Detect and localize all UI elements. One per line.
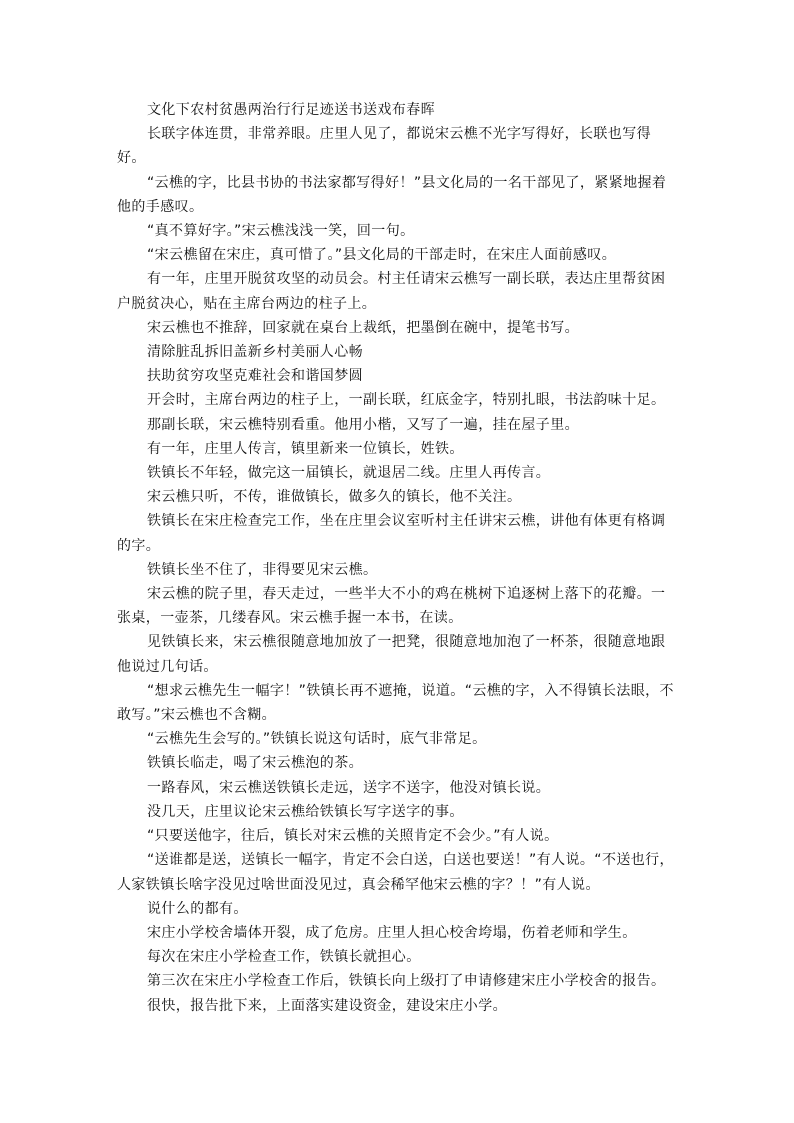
paragraph: 很快，报告批下来，上面落实建设资金，建设宋庄小学。: [147, 997, 507, 1014]
paragraph: “宋云樵留在宋庄，真可惜了。”县文化局的干部走时，在宋庄人面前感叹。: [147, 247, 617, 264]
paragraph: 铁镇长临走，喝了宋云樵泡的茶。: [147, 755, 363, 772]
paragraph: 文化下农村贫愚两治行行足迹送书送戏布春晖: [147, 102, 435, 118]
paragraph: “送谁都是送，送镇长一幅字，肯定不会白送，白送也要送！”有人说。“不送也行，人家铁镇长啥字没见过啥世面没见过，真会稀罕他宋云樵的字？！”有人说。: [117, 852, 674, 893]
paragraph: 铁镇长坐不住了，非得要见宋云樵。: [147, 561, 378, 578]
paragraph: 铁镇长在宋庄检查完工作，坐在庄里会议室听村主任讲宋云樵，讲他有体更有格调的字。: [117, 513, 666, 554]
paragraph: 宋云樵只听，不传，谁做镇长，做多久的镇长，他不关注。: [147, 489, 522, 506]
paragraph: “想求云樵先生一幅字！”铁镇长再不遮掩，说道。“云樵的字，入不得镇长法眼，不敢写。”宋云樵也不含糊。: [117, 682, 674, 724]
paragraph: 开会时，主席台两边的柱子上，一副长联，红底金字，特别扎眼，书法韵味十足。: [147, 392, 666, 409]
paragraph: 长联字体连贯，非常养眼。庄里人见了，都说宋云樵不光字写得好，长联也写得好。: [117, 126, 651, 167]
paragraph: 见铁镇长来，宋云樵很随意地加放了一把凳，很随意地加泡了一杯茶，很随意地跟他说过几句话。: [117, 634, 666, 675]
paragraph: “云樵的字，比县书协的书法家都写得好！”县文化局的一名干部见了，紧紧地握着他的手感叹。: [117, 174, 667, 215]
paragraph: 每次在宋庄小学检查工作，铁镇长就担心。: [147, 949, 421, 966]
paragraph: 宋庄小学校舍墙体开裂，成了危房。庄里人担心校舍垮塌，伤着老师和学生。: [147, 924, 637, 941]
paragraph: 有一年，庄里开脱贫攻坚的动员会。村主任请宋云樵写一副长联，表达庄里帮贫困户脱贫决心，贴在主席台两边的柱子上。: [117, 271, 666, 312]
couplet-line-1: 清除脏乱拆旧盖新乡村美丽人心畅: [147, 344, 363, 361]
paragraph: 铁镇长不年轻，做完这一届镇长，就退居二线。庄里人再传言。: [147, 465, 551, 482]
paragraph: 那副长联，宋云樵特别看重。他用小楷，又写了一遍，挂在屋子里。: [147, 416, 579, 433]
paragraph: 没几天，庄里议论宋云樵给铁镇长写字送字的事。: [147, 803, 464, 820]
couplet-line-2: 扶助贫穷攻坚克难社会和谐国梦圆: [147, 368, 363, 385]
paragraph: “只要送他字，往后，镇长对宋云樵的关照肯定不会少。”有人说。: [147, 828, 559, 845]
paragraph: 宋云樵也不推辞，回家就在桌台上裁纸，把墨倒在碗中，提笔书写。: [147, 319, 579, 336]
paragraph: “真不算好字。”宋云樵浅浅一笑，回一句。: [147, 223, 415, 240]
document-page: [117, 98, 677, 1018]
paragraph: 第三次在宋庄小学检查工作后，铁镇长向上级打了申请修建宋庄小学校舍的报告。: [147, 973, 666, 990]
paragraph: 说什么的都有。: [147, 900, 248, 917]
paragraph: 宋云樵的院子里，春天走过，一些半大不小的鸡在桃树下追逐树上落下的花瓣。一张桌，一壶茶，几缕春风。宋云樵手握一本书，在读。: [117, 586, 666, 627]
paragraph: “云樵先生会写的。”铁镇长说这句话时，底气非常足。: [147, 731, 487, 748]
paragraph: 一路春风，宋云樵送铁镇长走远，送字不送字，他没对镇长说。: [147, 779, 551, 796]
paragraph: 有一年，庄里人传言，镇里新来一位镇长，姓铁。: [147, 440, 464, 457]
